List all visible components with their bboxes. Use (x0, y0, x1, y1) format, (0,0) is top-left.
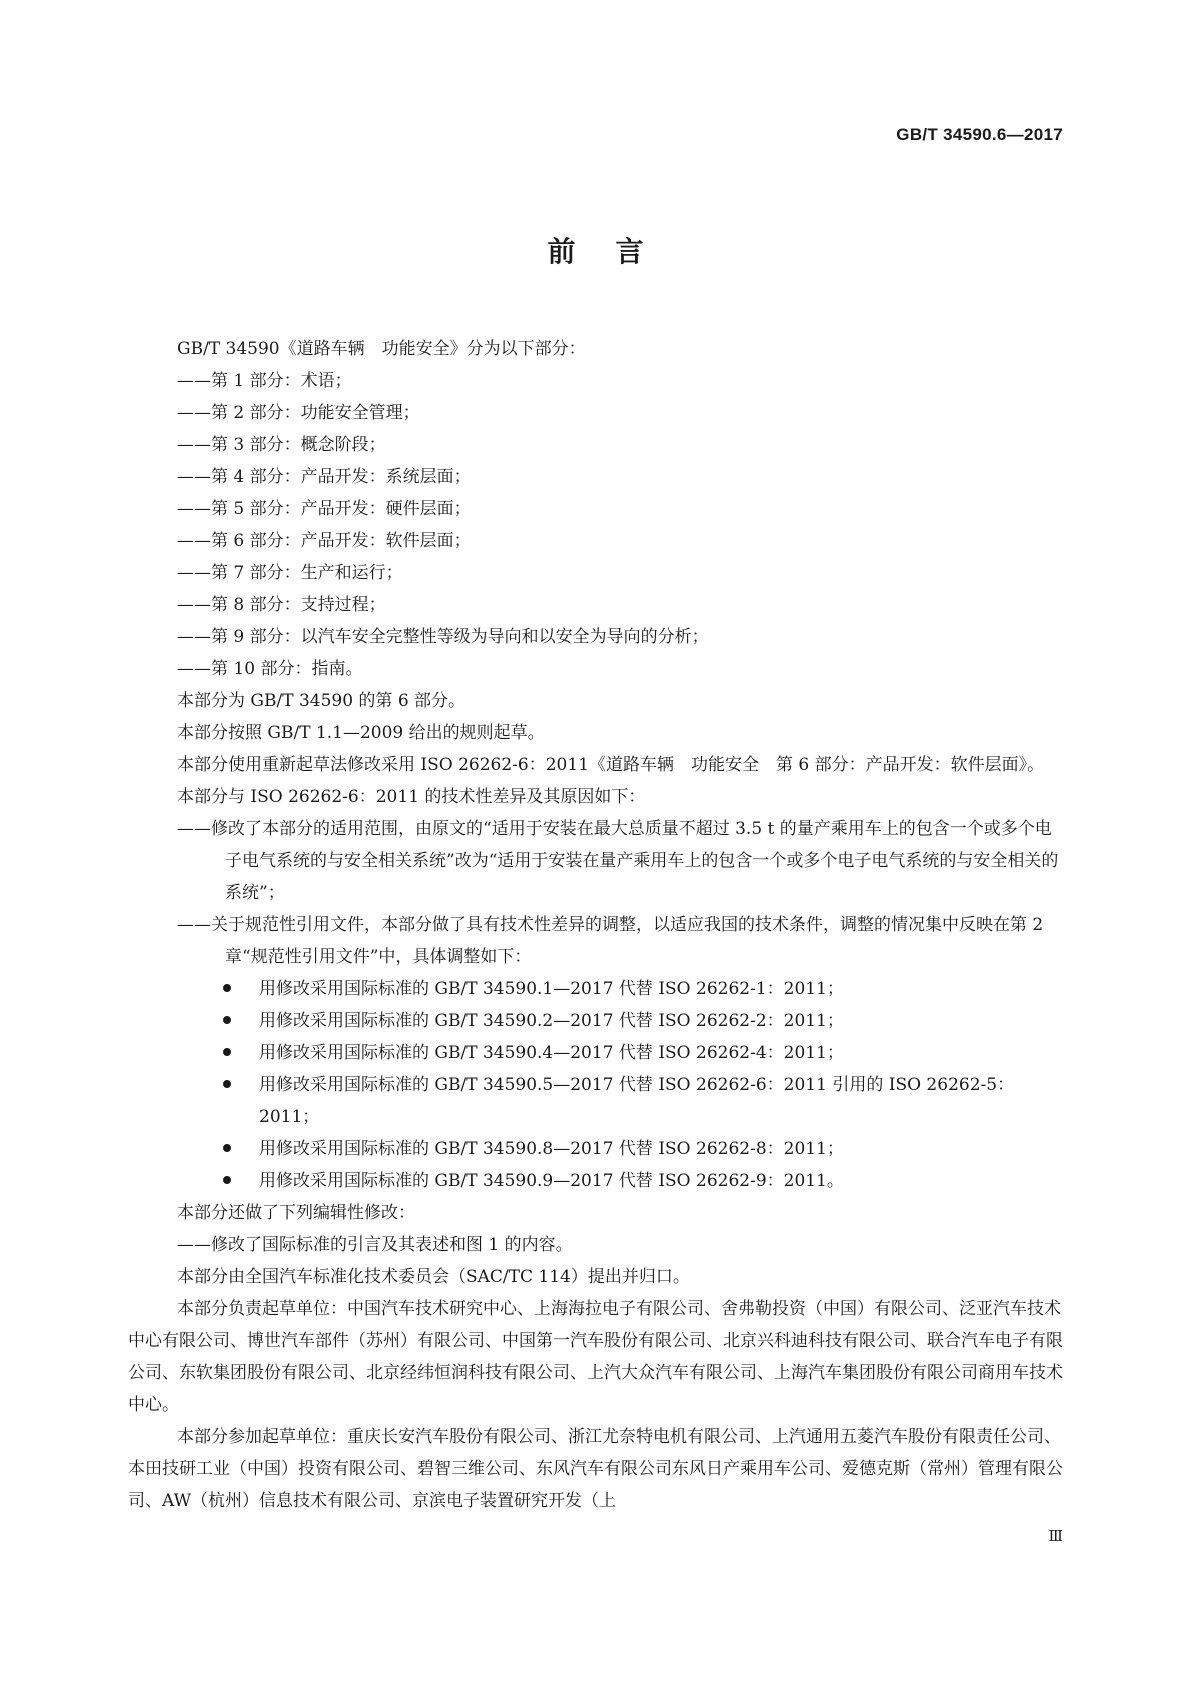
part-list-item: ——第 8 部分：支持过程； (177, 595, 386, 615)
bullet-icon (223, 1048, 231, 1056)
bullet-item (128, 1133, 1063, 1165)
bullet-icon (223, 1080, 231, 1088)
paragraph-participating-drafters: 本部分参加起草单位：重庆长安汽车股份有限公司、浙江尤奈特电机有限公司、上汽通用五菱汽车股份有限责任公司、本田技研工业（中国）投资有限公司、碧智三维公司、东风汽车有限公司东风日产乘用车公司、爱德克斯（常州）管理有限公司、AW（杭州）信息技术有限公司、京滨电子装置研究开发（上 (128, 1427, 1063, 1511)
bullet-text: 用修改采用国际标准的 GB/T 34590.2—2017 代替 ISO 26262-2：2011； (259, 1011, 844, 1031)
bullet-text: 用修改采用国际标准的 GB/T 34590.8—2017 代替 ISO 26262-8：2011； (259, 1139, 844, 1159)
part-list-item: ——第 2 部分：功能安全管理； (177, 403, 420, 423)
part-list-item: ——第 10 部分：指南。 (177, 659, 363, 679)
bullet-item (128, 1165, 1063, 1197)
part-list-item: ——第 4 部分：产品开发：系统层面； (177, 467, 471, 487)
page-title: 前言 (547, 235, 684, 268)
part-list-item: ——第 1 部分：术语； (177, 371, 352, 391)
bullet-item (128, 1005, 1063, 1037)
bullet-icon (223, 984, 231, 992)
difference-scope: ——修改了本部分的适用范围，由原文的“适用于安装在最大总质量不超过 3.5 t 的量产乘用车上的包含一个或多个电子电气系统的与安全相关系统”改为“适用于安装在量产乘用车上的包含一个或多个电子电气系统的与安全相关的系统”； (177, 819, 1059, 903)
intro-paragraph: GB/T 34590《道路车辆 功能安全》分为以下部分： (177, 339, 586, 359)
bullet-item (128, 1069, 1063, 1133)
editorial-change: ——修改了国际标准的引言及其表述和图 1 的内容。 (177, 1235, 573, 1255)
paragraph-adoption: 本部分使用重新起草法修改采用 ISO 26262-6：2011《道路车辆 功能安全 第 6 部分：产品开发：软件层面》。 (177, 755, 1045, 775)
paragraph-committee: 本部分由全国汽车标准化技术委员会（SAC/TC 114）提出并归口。 (177, 1267, 690, 1287)
bullet-icon (223, 1176, 231, 1184)
difference-references: ——关于规范性引用文件，本部分做了具有技术性差异的调整，以适应我国的技术条件，调整的情况集中反映在第 2 章“规范性引用文件”中，具体调整如下： (177, 915, 1044, 967)
part-list-item: ——第 6 部分：产品开发：软件层面； (177, 531, 471, 551)
bullet-icon (223, 1016, 231, 1024)
bullet-item (128, 973, 1063, 1005)
paragraph-differences: 本部分与 ISO 26262-6：2011 的技术性差异及其原因如下： (177, 787, 646, 807)
paragraph-part-number: 本部分为 GB/T 34590 的第 6 部分。 (177, 691, 466, 711)
bullet-text: 用修改采用国际标准的 GB/T 34590.5—2017 代替 ISO 26262-6：2011 引用的 ISO 26262-5：2011； (259, 1075, 1015, 1127)
paragraph-lead-drafters: 本部分负责起草单位：中国汽车技术研究中心、上海海拉电子有限公司、舍弗勒投资（中国）有限公司、泛亚汽车技术中心有限公司、博世汽车部件（苏州）有限公司、中国第一汽车股份有限公司、北京兴科迪科技有限公司、联合汽车电子有限公司、东软集团股份有限公司、北京经纬恒润科技有限公司、上汽大众汽车有限公司、上海汽车集团股份有限公司商用车技术中心。 (128, 1299, 1063, 1415)
page-number: Ⅲ (1048, 1527, 1063, 1545)
document-body (128, 333, 1063, 1517)
part-list-item: ——第 7 部分：生产和运行； (177, 563, 403, 583)
part-list-item: ——第 9 部分：以汽车安全完整性等级为导向和以安全为导向的分析； (177, 627, 709, 647)
bullet-text: 用修改采用国际标准的 GB/T 34590.4—2017 代替 ISO 26262-4：2011； (259, 1043, 844, 1063)
bullet-text: 用修改采用国际标准的 GB/T 34590.1—2017 代替 ISO 26262-1：2011； (259, 979, 844, 999)
part-list-item: ——第 5 部分：产品开发：硬件层面； (177, 499, 471, 519)
paragraph-editorial: 本部分还做了下列编辑性修改： (177, 1203, 415, 1223)
bullet-text: 用修改采用国际标准的 GB/T 34590.9—2017 代替 ISO 26262-9：2011。 (259, 1171, 844, 1191)
standard-code: GB/T 34590.6—2017 (896, 125, 1063, 144)
part-list-item: ——第 3 部分：概念阶段； (177, 435, 386, 455)
paragraph-drafting-rules: 本部分按照 GB/T 1.1—2009 给出的规则起草。 (177, 723, 545, 743)
bullet-icon (223, 1144, 231, 1152)
bullet-item (128, 1037, 1063, 1069)
